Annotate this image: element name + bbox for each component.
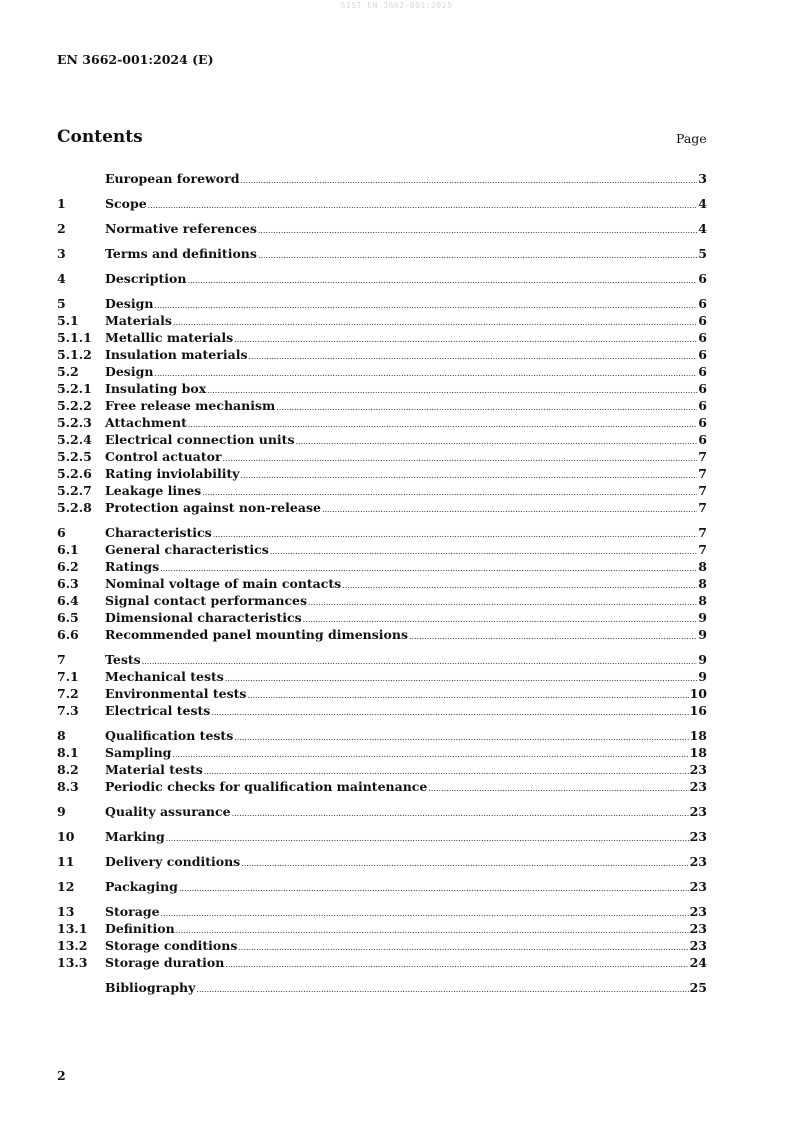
toc-entry[interactable] xyxy=(57,592,707,609)
toc-entry[interactable] xyxy=(57,937,707,954)
toc-entry-title: Signal contact performances xyxy=(105,593,308,608)
toc-entry[interactable] xyxy=(57,295,707,312)
toc-entry-page: 6 xyxy=(698,432,707,447)
toc-entry[interactable] xyxy=(57,448,707,465)
toc-entry[interactable] xyxy=(57,651,707,668)
toc-entry-number: 7.1 xyxy=(57,669,79,684)
toc-entry[interactable] xyxy=(57,312,707,329)
toc-dot-leader xyxy=(225,670,697,687)
toc-entry-title: Tests xyxy=(105,652,141,667)
toc-entry-title: Marking xyxy=(105,829,165,844)
toc-entry-title: Insulating box xyxy=(105,381,207,396)
toc-entry-page: 6 xyxy=(698,271,707,286)
toc-entry-number: 7 xyxy=(57,652,66,667)
toc-entry-title: Material tests xyxy=(105,762,203,777)
toc-dot-leader xyxy=(248,348,697,365)
watermark: SIST EN 3662-001:2025 xyxy=(340,1,453,10)
toc-entry[interactable] xyxy=(57,363,707,380)
toc-dot-leader xyxy=(225,956,688,973)
toc-entry-title: Storage duration xyxy=(105,955,225,970)
toc-entry-page: 7 xyxy=(698,542,707,557)
toc-entry-title: Control actuator xyxy=(105,449,222,464)
toc-entry-page: 6 xyxy=(698,330,707,345)
toc-entry[interactable] xyxy=(57,626,707,643)
toc-entry-page: 23 xyxy=(689,938,707,953)
toc-entry-title: Free release mechanism xyxy=(105,398,276,413)
toc-entry[interactable] xyxy=(57,609,707,626)
toc-entry-page: 23 xyxy=(689,904,707,919)
toc-entry-page: 23 xyxy=(689,921,707,936)
toc-entry-title: European foreword xyxy=(105,171,240,186)
toc-dot-leader xyxy=(211,704,688,721)
toc-entry-page: 24 xyxy=(689,955,707,970)
toc-entry-number: 5.2.5 xyxy=(57,449,92,464)
toc-entry[interactable] xyxy=(57,541,707,558)
toc-entry[interactable] xyxy=(57,575,707,592)
toc-entry[interactable] xyxy=(57,954,707,971)
toc-entry-number: 4 xyxy=(57,271,66,286)
toc-entry[interactable] xyxy=(57,903,707,920)
toc-entry-number: 8.2 xyxy=(57,762,79,777)
toc-entry-number: 7.3 xyxy=(57,703,79,718)
toc-entry-number: 6.5 xyxy=(57,610,79,625)
toc-dot-leader xyxy=(428,780,688,797)
toc-entry-number: 6 xyxy=(57,525,66,540)
toc-dot-leader xyxy=(161,905,689,922)
toc-entry-number: 7.2 xyxy=(57,686,79,701)
toc-entry-number: 8.3 xyxy=(57,779,79,794)
toc-entry-page: 23 xyxy=(689,829,707,844)
toc-entry-title: Ratings xyxy=(105,559,160,574)
toc-entry-number: 5.2.6 xyxy=(57,466,92,481)
toc-entry-title: Sampling xyxy=(105,745,172,760)
page-number: 2 xyxy=(57,1068,66,1083)
toc-dot-leader xyxy=(196,981,688,998)
toc-entry-title: Delivery conditions xyxy=(105,854,241,869)
toc-entry[interactable] xyxy=(57,431,707,448)
toc-dot-leader xyxy=(276,399,697,416)
toc-entry-title: Packaging xyxy=(105,879,178,894)
toc-entry[interactable] xyxy=(57,920,707,937)
toc-dot-leader xyxy=(207,382,697,399)
toc-entry-title: Protection against non-release xyxy=(105,500,321,515)
toc-entry-title: Definition xyxy=(105,921,175,936)
toc-dot-leader xyxy=(173,314,697,331)
toc-entry-page: 7 xyxy=(698,525,707,540)
toc-entry-number: 13.1 xyxy=(57,921,88,936)
toc-entry[interactable] xyxy=(57,727,707,744)
toc-entry-number: 10 xyxy=(57,829,75,844)
toc-entry-number: 5.1 xyxy=(57,313,79,328)
toc-dot-leader xyxy=(179,880,689,897)
toc-entry[interactable] xyxy=(57,761,707,778)
toc-entry[interactable] xyxy=(57,414,707,431)
toc-dot-leader xyxy=(234,729,688,746)
toc-entry-page: 25 xyxy=(689,980,707,995)
toc-entry-title: Normative references xyxy=(105,221,257,236)
toc-entry-title: Attachment xyxy=(105,415,187,430)
toc-entry-number: 6.1 xyxy=(57,542,79,557)
toc-dot-leader xyxy=(258,247,697,264)
toc-entry-number: 5.2.8 xyxy=(57,500,92,515)
toc-entry-number: 12 xyxy=(57,879,75,894)
toc-entry[interactable] xyxy=(57,245,707,262)
toc-entry-page: 7 xyxy=(698,466,707,481)
toc-entry-page: 9 xyxy=(698,610,707,625)
toc-entry-title: Leakage lines xyxy=(105,483,202,498)
toc-entry[interactable] xyxy=(57,979,707,996)
toc-entry-page: 16 xyxy=(689,703,707,718)
toc-dot-leader xyxy=(295,433,697,450)
toc-entry-title: Storage xyxy=(105,904,160,919)
toc-entry[interactable] xyxy=(57,346,707,363)
toc-dot-leader xyxy=(154,297,697,314)
toc-dot-leader xyxy=(148,197,698,214)
toc-entry-title: Terms and definitions xyxy=(105,246,257,261)
toc-entry[interactable] xyxy=(57,482,707,499)
document-identifier: EN 3662-001:2024 (E) xyxy=(57,52,214,67)
toc-entry-page: 10 xyxy=(689,686,707,701)
toc-entry[interactable] xyxy=(57,853,707,870)
toc-entry-title: Electrical tests xyxy=(105,703,211,718)
toc-entry-title: Bibliography xyxy=(105,980,196,995)
toc-entry-title: Mechanical tests xyxy=(105,669,224,684)
toc-entry-number: 5.2.4 xyxy=(57,432,92,447)
toc-dot-leader xyxy=(238,939,688,956)
toc-entry-page: 4 xyxy=(698,221,707,236)
toc-entry-number: 9 xyxy=(57,804,66,819)
toc-entry-page: 23 xyxy=(689,879,707,894)
toc-dot-leader xyxy=(241,467,698,484)
toc-entry-number: 6.4 xyxy=(57,593,79,608)
toc-entry-page: 23 xyxy=(689,804,707,819)
toc-entry[interactable] xyxy=(57,329,707,346)
toc-entry-title: Design xyxy=(105,364,154,379)
toc-entry-number: 5.1.2 xyxy=(57,347,92,362)
toc-entry-page: 6 xyxy=(698,296,707,311)
toc-entry-title: Rating inviolability xyxy=(105,466,240,481)
toc-entry-number: 13.2 xyxy=(57,938,88,953)
toc-dot-leader xyxy=(258,222,697,239)
toc-entry-title: Metallic materials xyxy=(105,330,234,345)
toc-entry-page: 5 xyxy=(698,246,707,261)
toc-entry[interactable] xyxy=(57,195,707,212)
toc-entry-page: 6 xyxy=(698,381,707,396)
toc-entry-number: 5.1.1 xyxy=(57,330,92,345)
toc-entry[interactable] xyxy=(57,828,707,845)
contents-title: Contents xyxy=(57,127,143,147)
toc-entry-title: Qualification tests xyxy=(105,728,234,743)
toc-entry-page: 7 xyxy=(698,449,707,464)
toc-entry-title: Nominal voltage of main contacts xyxy=(105,576,342,591)
toc-dot-leader xyxy=(166,830,689,847)
toc-entry[interactable] xyxy=(57,220,707,237)
toc-dot-leader xyxy=(241,855,688,872)
toc-entry-number: 5.2.2 xyxy=(57,398,92,413)
toc-entry[interactable] xyxy=(57,803,707,820)
toc-dot-leader xyxy=(322,501,697,518)
toc-entry-number: 13 xyxy=(57,904,75,919)
toc-entry-number: 5.2.7 xyxy=(57,483,92,498)
toc-entry-number: 6.3 xyxy=(57,576,79,591)
toc-entry[interactable] xyxy=(57,380,707,397)
toc-entry-number: 1 xyxy=(57,196,66,211)
toc-entry-page: 9 xyxy=(698,627,707,642)
toc-entry-page: 7 xyxy=(698,483,707,498)
table-of-contents xyxy=(57,170,707,996)
toc-entry-title: Materials xyxy=(105,313,172,328)
toc-entry-page: 9 xyxy=(698,669,707,684)
toc-entry-page: 6 xyxy=(698,398,707,413)
toc-entry-page: 23 xyxy=(689,762,707,777)
toc-entry[interactable] xyxy=(57,878,707,895)
toc-entry-number: 5.2.1 xyxy=(57,381,92,396)
toc-entry-title: Insulation materials xyxy=(105,347,248,362)
toc-entry-number: 8.1 xyxy=(57,745,79,760)
toc-entry[interactable] xyxy=(57,397,707,414)
toc-entry-page: 9 xyxy=(698,652,707,667)
toc-entry-title: Periodic checks for qualification maintenance xyxy=(105,779,428,794)
toc-entry[interactable] xyxy=(57,499,707,516)
toc-entry[interactable] xyxy=(57,668,707,685)
toc-entry-page: 6 xyxy=(698,313,707,328)
toc-entry-page: 18 xyxy=(689,745,707,760)
toc-dot-leader xyxy=(409,628,697,645)
toc-dot-leader xyxy=(240,172,697,189)
toc-entry-title: Characteristics xyxy=(105,525,212,540)
toc-entry[interactable] xyxy=(57,270,707,287)
toc-dot-leader xyxy=(176,922,689,939)
toc-dot-leader xyxy=(232,805,689,822)
toc-entry[interactable] xyxy=(57,778,707,795)
toc-entry-title: Electrical connection units xyxy=(105,432,295,447)
toc-dot-leader xyxy=(142,653,698,670)
toc-entry-number: 3 xyxy=(57,246,66,261)
toc-entry-title: Dimensional characteristics xyxy=(105,610,302,625)
toc-entry-page: 8 xyxy=(698,593,707,608)
toc-entry-number: 6.6 xyxy=(57,627,79,642)
toc-entry[interactable] xyxy=(57,685,707,702)
toc-entry-page: 23 xyxy=(689,854,707,869)
page-column-heading: Page xyxy=(676,131,707,146)
toc-dot-leader xyxy=(213,526,698,543)
toc-entry-page: 6 xyxy=(698,415,707,430)
toc-entry-number: 5.2.3 xyxy=(57,415,92,430)
toc-entry[interactable] xyxy=(57,465,707,482)
toc-entry-number: 8 xyxy=(57,728,66,743)
toc-entry-page: 6 xyxy=(698,347,707,362)
toc-entry-number: 13.3 xyxy=(57,955,88,970)
toc-entry-page: 6 xyxy=(698,364,707,379)
toc-entry-title: General characteristics xyxy=(105,542,269,557)
toc-entry[interactable] xyxy=(57,524,707,541)
toc-entry[interactable] xyxy=(57,558,707,575)
toc-dot-leader xyxy=(270,543,697,560)
toc-entry-title: Description xyxy=(105,271,187,286)
toc-dot-leader xyxy=(223,450,698,467)
toc-entry-page: 4 xyxy=(698,196,707,211)
toc-entry[interactable] xyxy=(57,744,707,761)
toc-entry-page: 8 xyxy=(698,576,707,591)
toc-entry-title: Recommended panel mounting dimensions xyxy=(105,627,408,642)
toc-dot-leader xyxy=(342,577,697,594)
toc-dot-leader xyxy=(154,365,697,382)
toc-entry-number: 5 xyxy=(57,296,66,311)
toc-entry-page: 8 xyxy=(698,559,707,574)
toc-entry-title: Design xyxy=(105,296,154,311)
toc-entry-title: Storage conditions xyxy=(105,938,238,953)
toc-entry-page: 23 xyxy=(689,779,707,794)
toc-entry-page: 18 xyxy=(689,728,707,743)
toc-dot-leader xyxy=(234,331,697,348)
toc-dot-leader xyxy=(172,746,688,763)
toc-entry-number: 5.2 xyxy=(57,364,79,379)
toc-entry-title: Quality assurance xyxy=(105,804,231,819)
toc-entry-title: Environmental tests xyxy=(105,686,247,701)
toc-entry-page: 3 xyxy=(698,171,707,186)
toc-entry-number: 2 xyxy=(57,221,66,236)
toc-entry-number: 11 xyxy=(57,854,75,869)
toc-entry-title: Scope xyxy=(105,196,147,211)
toc-dot-leader xyxy=(247,687,688,704)
toc-entry[interactable] xyxy=(57,702,707,719)
toc-dot-leader xyxy=(308,594,697,611)
toc-dot-leader xyxy=(187,272,697,289)
toc-entry-page: 7 xyxy=(698,500,707,515)
toc-entry[interactable] xyxy=(57,170,707,187)
toc-entry-number: 6.2 xyxy=(57,559,79,574)
